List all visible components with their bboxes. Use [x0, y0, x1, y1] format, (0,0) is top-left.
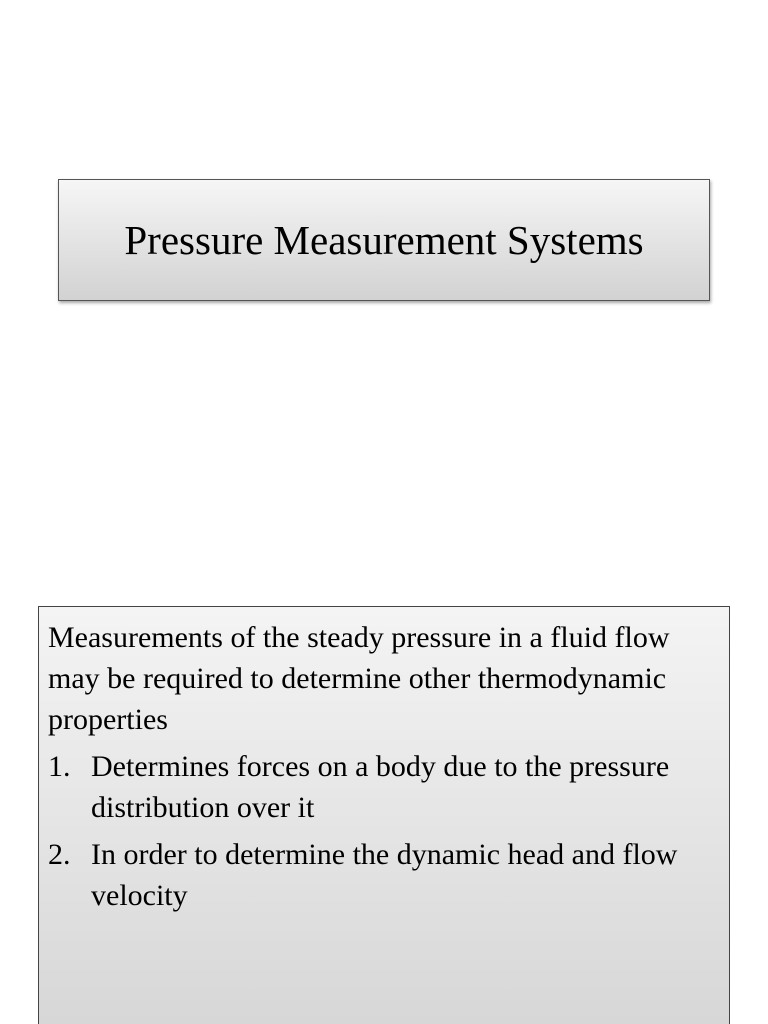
list-item-text: Determines forces on a body due to the pressure distribution over it: [91, 750, 670, 824]
content-box: [38, 606, 730, 1024]
list-item-number: 2.: [48, 838, 71, 871]
numbered-list: [48, 746, 719, 916]
slide-title: Pressure Measurement Systems: [124, 216, 644, 263]
list-item: [48, 746, 719, 828]
list-item: [48, 834, 719, 916]
list-item-number: 1.: [48, 750, 71, 783]
title-box: [58, 179, 710, 301]
intro-paragraph: Measurements of the steady pressure in a fluid flow may be required to determine other thermodynamic properties: [48, 621, 670, 736]
list-item-text: In order to determine the dynamic head and flow velocity: [91, 838, 678, 912]
